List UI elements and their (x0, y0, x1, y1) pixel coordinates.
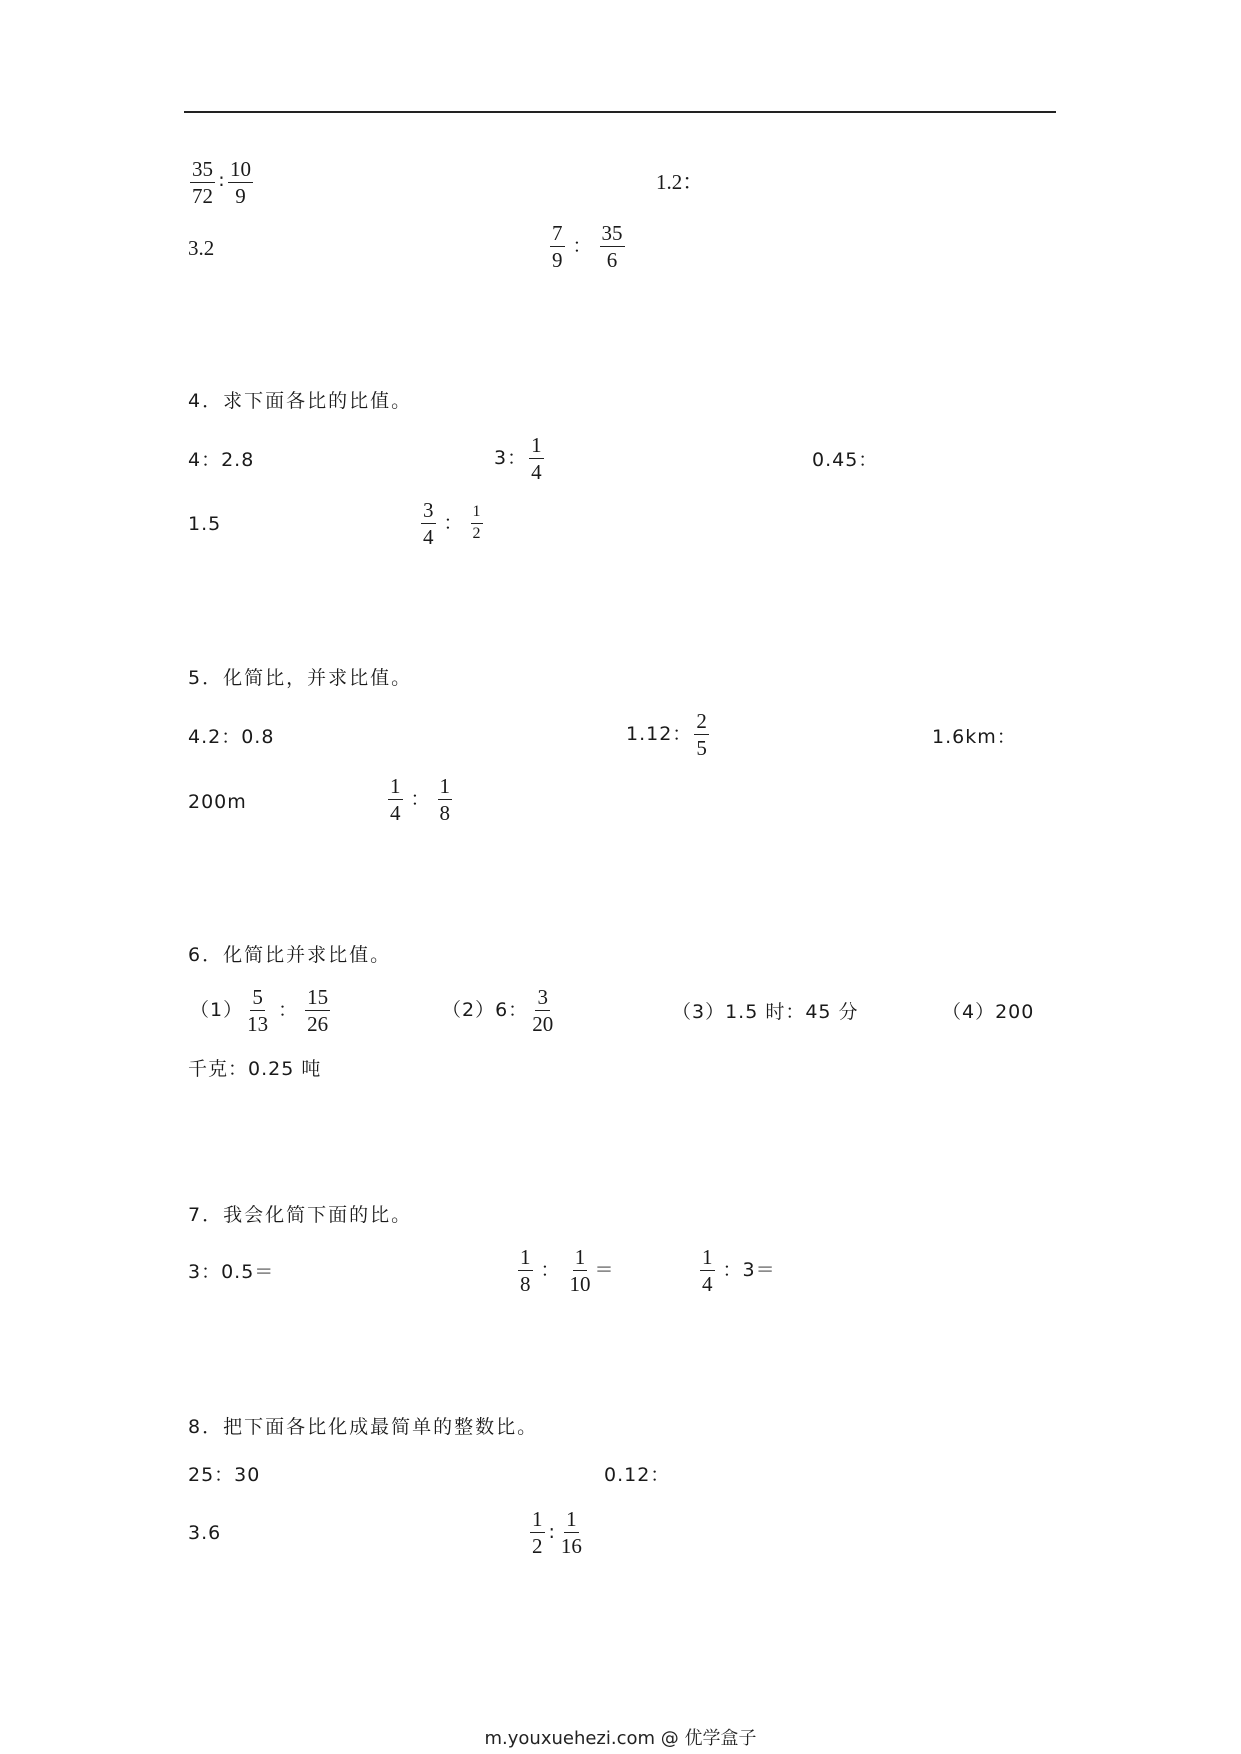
q5-ratio-d: 200m (188, 791, 247, 813)
fraction: $\frac{10}{9}$ (229, 157, 251, 209)
q4-ratio-a: 4：2.8 (188, 449, 255, 471)
q6-part-3: （3）1.5 时：45 分 (672, 1001, 859, 1023)
q4-ratio-d: 1.5 (188, 513, 222, 535)
q4-ratio-e: $\frac{3}{4}$ ： $\frac{1}{2}$ (423, 498, 481, 550)
fraction: $\frac{1}{4}$ (702, 1245, 713, 1297)
q8-ratio-a: 25：30 (188, 1464, 261, 1486)
q8-ratio-c: 3.6 (188, 1522, 222, 1544)
q5-ratio-b: 1.12： $\frac{2}{5}$ (626, 709, 707, 761)
footer-watermark: m.youxuehezi.com @ 优学盒子 (484, 1728, 757, 1749)
fraction: $\frac{1}{4}$ (390, 774, 401, 826)
q4-ratio-c: 0.45： (812, 449, 879, 471)
fraction: $\frac{1}{2}$ (472, 503, 481, 543)
q5-ratio-a: 4.2：0.8 (188, 726, 275, 748)
fraction: $\frac{35}{72}$ (192, 157, 213, 209)
fraction: $\frac{3}{4}$ (423, 498, 434, 550)
q7-ratio-a: 3：0.5＝ (188, 1261, 275, 1283)
q6-part-4: （4）200 (942, 1001, 1035, 1023)
q7-title: 7．我会化简下面的比。 (188, 1204, 413, 1226)
q5-ratio-c: 1.6km： (932, 726, 1017, 748)
q7-ratio-c: $\frac{1}{4}$ ：3＝ (702, 1245, 776, 1297)
q6-title: 6．化简比并求比值。 (188, 944, 392, 966)
fraction: $\frac{1}{4}$ (531, 433, 542, 485)
q4-title: 4．求下面各比的比值。 (188, 390, 413, 412)
fraction: $\frac{7}{9}$ (552, 221, 563, 273)
q3-ratio-b: 1.2： (656, 170, 704, 194)
fraction: $\frac{1}{8}$ (439, 774, 451, 826)
q6-part-2: （2）6： $\frac{3}{20}$ (442, 985, 554, 1037)
fraction: $\frac{5}{13}$ (247, 985, 269, 1037)
q6-part-1: （1） $\frac{5}{13}$ ： $\frac{15}{26}$ (190, 985, 329, 1037)
q3-ratio-d: $\frac{7}{9}$ ： $\frac{35}{6}$ (552, 221, 623, 273)
q3-ratio-c: 3.2 (188, 236, 215, 260)
q8-ratio-b: 0.12： (604, 1464, 671, 1486)
q5-title: 5．化简比，并求比值。 (188, 667, 413, 689)
fraction: $\frac{2}{5}$ (696, 709, 707, 761)
fraction: $\frac{1}{2}$ (532, 1507, 543, 1559)
fraction: $\frac{1}{16}$ (560, 1507, 582, 1559)
fraction: $\frac{1}{8}$ (520, 1245, 531, 1297)
header-rule (184, 111, 1056, 113)
fraction: $\frac{1}{10}$ (569, 1245, 591, 1297)
fraction: $\frac{15}{26}$ (307, 985, 329, 1037)
fraction: $\frac{3}{20}$ (532, 985, 554, 1037)
fraction: $\frac{35}{6}$ (601, 221, 623, 273)
q8-title: 8．把下面各比化成最简单的整数比。 (188, 1416, 539, 1438)
q5-ratio-e: $\frac{1}{4}$ ： $\frac{1}{8}$ (390, 774, 451, 826)
q7-ratio-b: $\frac{1}{8}$ ： $\frac{1}{10}$ ＝ (520, 1245, 615, 1297)
q4-ratio-b: 3： $\frac{1}{4}$ (494, 433, 542, 485)
q3-ratio-a: $\frac{35}{72}$ ∶ $\frac{10}{9}$ (192, 157, 251, 209)
q6-part-4-cont: 千克：0.25 吨 (188, 1058, 322, 1080)
q8-ratio-d: $\frac{1}{2}$ : $\frac{1}{16}$ (532, 1507, 582, 1559)
